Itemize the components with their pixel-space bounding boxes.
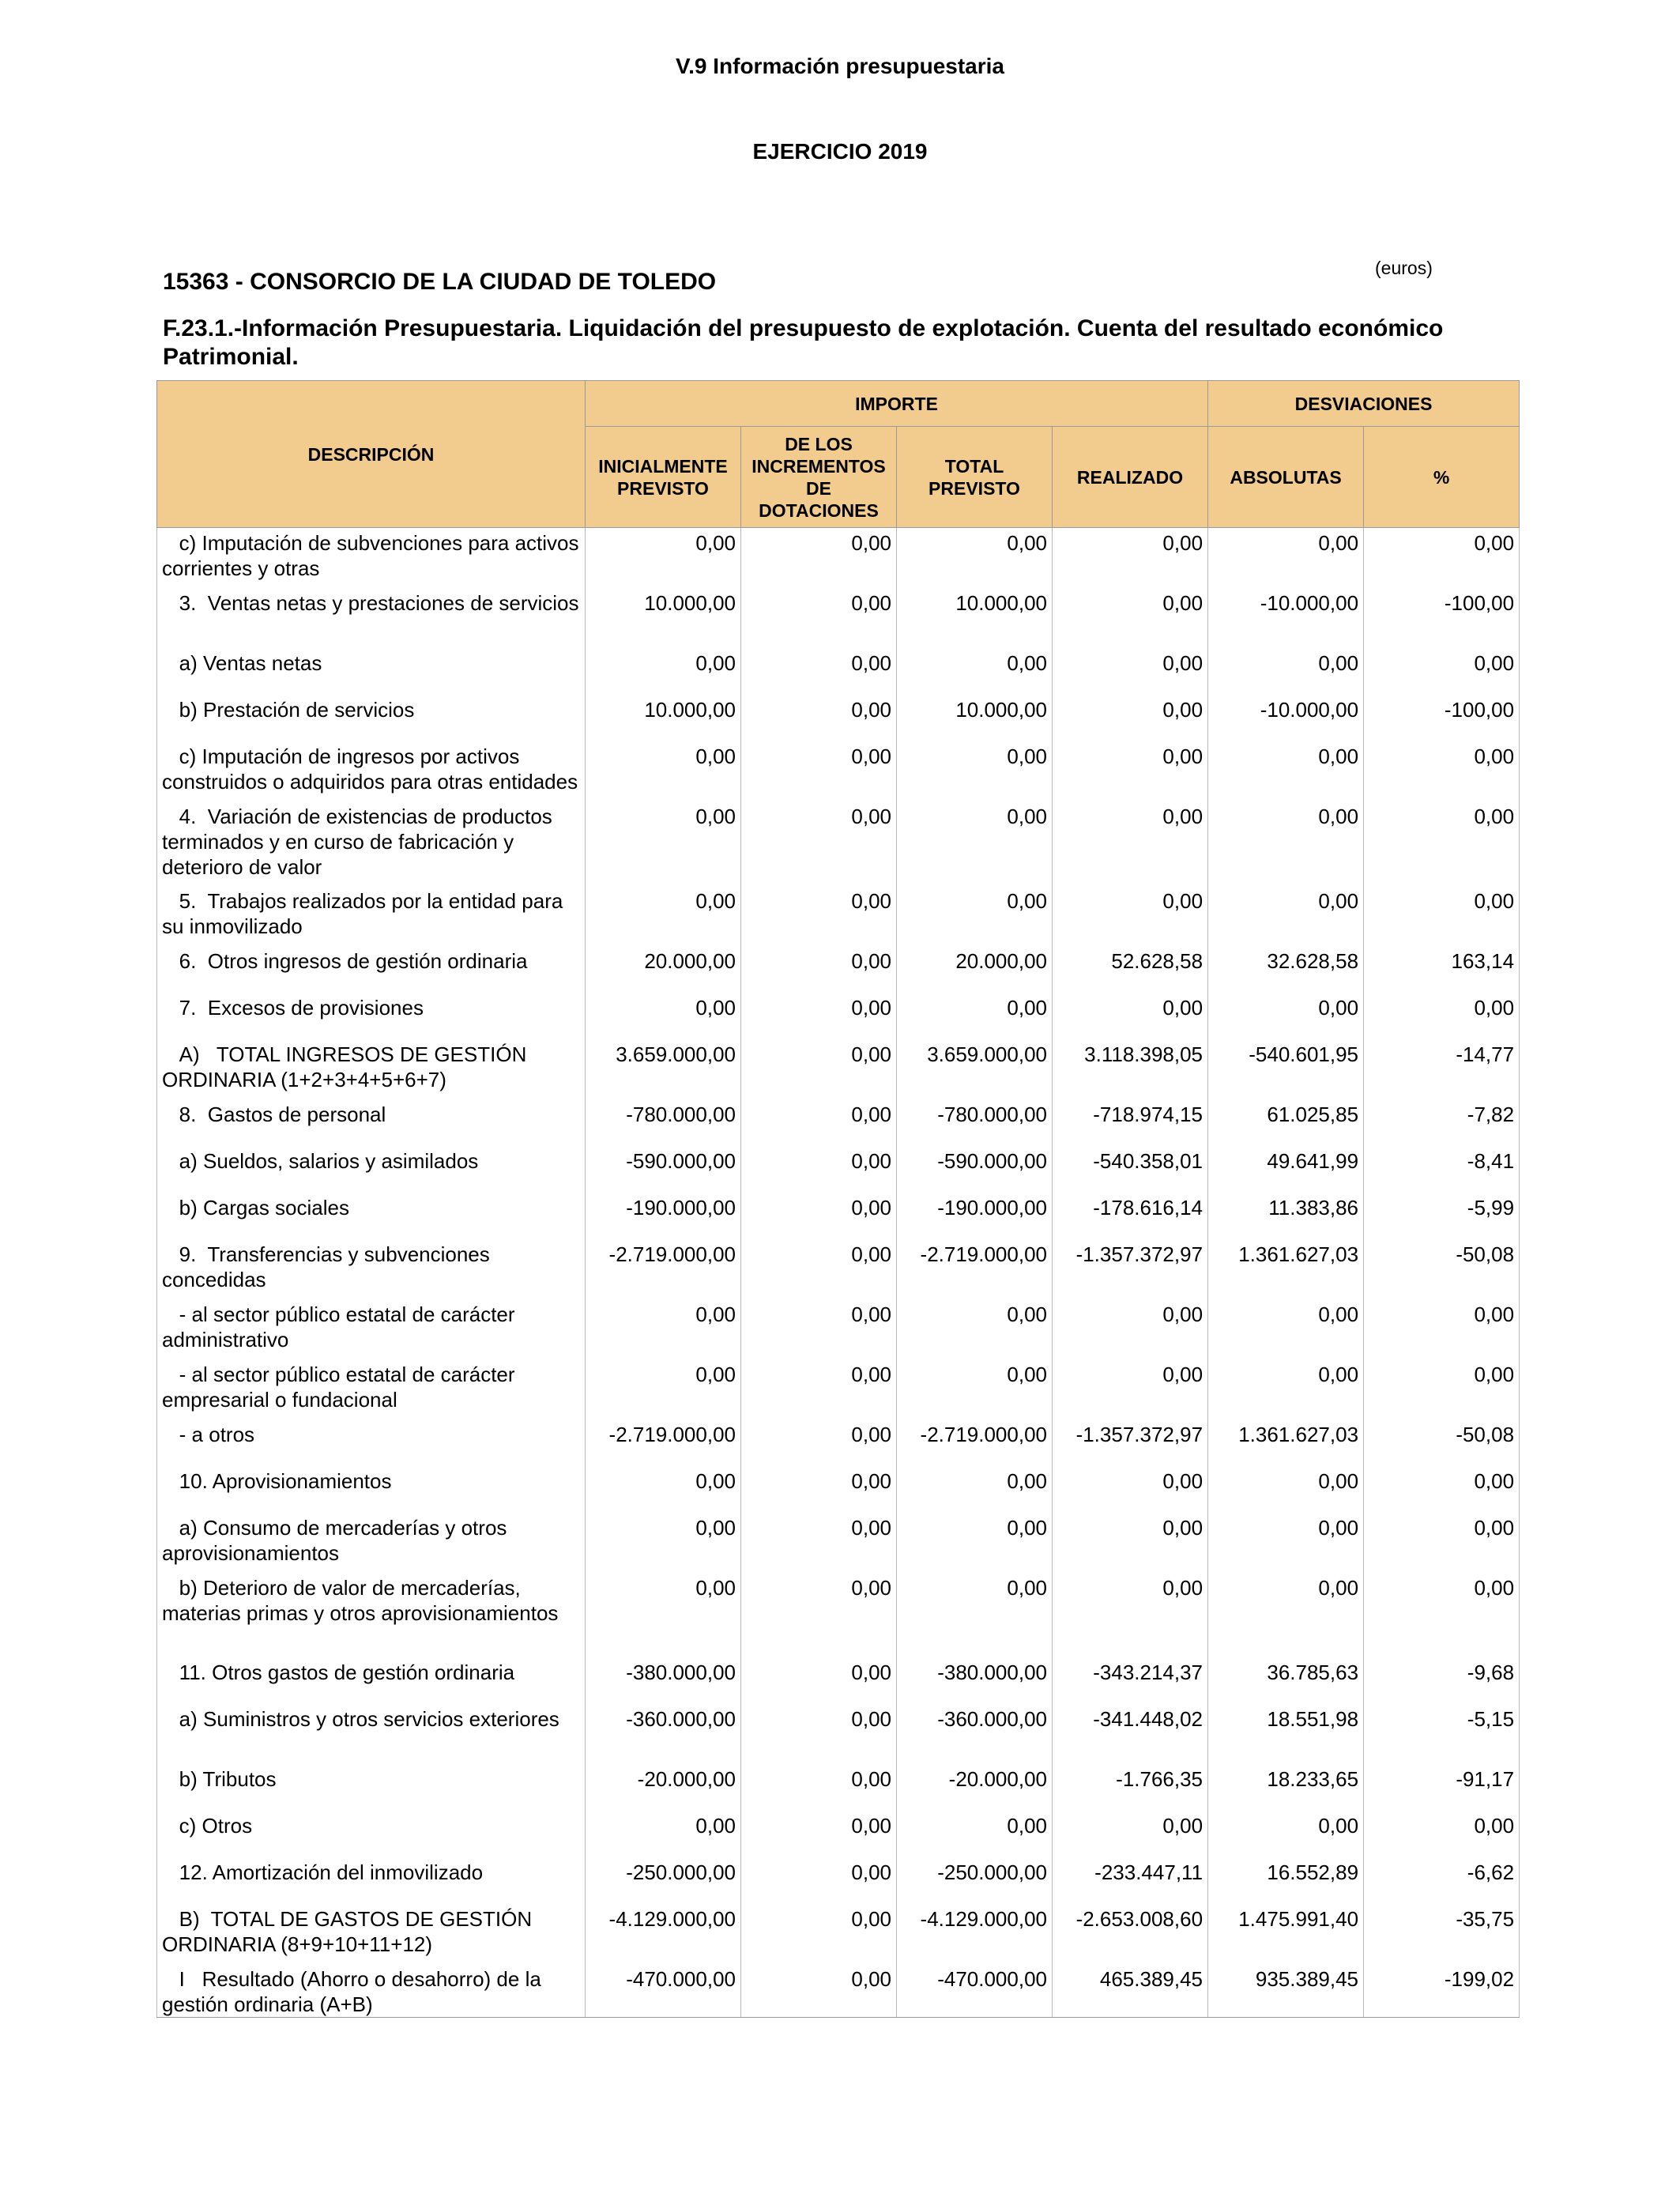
row-value: 0,00	[1364, 1811, 1520, 1857]
row-description: - al sector público estatal de carácter empresarial o fundacional	[157, 1359, 586, 1419]
row-value: -190.000,00	[897, 1193, 1053, 1239]
row-value: 0,00	[1364, 1573, 1520, 1657]
row-value: 18.551,98	[1208, 1704, 1364, 1764]
table-row	[157, 1466, 1520, 1513]
row-description: 5. Trabajos realizados por la entidad para su inmovilizado	[157, 886, 586, 946]
row-value: -100,00	[1364, 588, 1520, 648]
row-value: 0,00	[1053, 801, 1208, 886]
row-value: -470.000,00	[586, 1964, 741, 2018]
row-value: 1.475.991,40	[1208, 1904, 1364, 1964]
row-value: -590.000,00	[897, 1146, 1053, 1193]
row-value: -50,08	[1364, 1419, 1520, 1466]
row-value: 11.383,86	[1208, 1193, 1364, 1239]
header-inicialmente-previsto: INICIALMENTE PREVISTO	[586, 427, 741, 528]
row-value: 0,00	[586, 1359, 741, 1419]
row-value: 49.641,99	[1208, 1146, 1364, 1193]
row-value: 0,00	[1053, 1513, 1208, 1573]
row-description: b) Deterioro de valor de mercaderías, materias primas y otros aprovisionamientos	[157, 1573, 586, 1657]
row-value: 0,00	[741, 1764, 897, 1811]
row-value: 0,00	[741, 648, 897, 695]
row-value: 16.552,89	[1208, 1857, 1364, 1904]
row-value: -199,02	[1364, 1964, 1520, 2018]
row-value: 0,00	[1053, 993, 1208, 1039]
row-value: 10.000,00	[586, 695, 741, 741]
row-description: 7. Excesos de provisiones	[157, 993, 586, 1039]
row-value: -2.719.000,00	[586, 1239, 741, 1299]
row-value: 0,00	[586, 1573, 741, 1657]
row-value: -2.719.000,00	[897, 1239, 1053, 1299]
row-value: -8,41	[1364, 1146, 1520, 1193]
row-value: 163,14	[1364, 946, 1520, 993]
row-value: 0,00	[1053, 1359, 1208, 1419]
row-value: -540.358,01	[1053, 1146, 1208, 1193]
row-value: -540.601,95	[1208, 1039, 1364, 1099]
row-value: 0,00	[741, 1193, 897, 1239]
row-value: 0,00	[1208, 801, 1364, 886]
row-value: -7,82	[1364, 1099, 1520, 1146]
row-description: a) Sueldos, salarios y asimilados	[157, 1146, 586, 1193]
row-description: 3. Ventas netas y prestaciones de servicios	[157, 588, 586, 648]
row-value: 0,00	[1208, 528, 1364, 589]
table-body	[157, 528, 1520, 2018]
row-value: 0,00	[1208, 1513, 1364, 1573]
table-row	[157, 1146, 1520, 1193]
row-value: 0,00	[1208, 1466, 1364, 1513]
row-value: 0,00	[897, 648, 1053, 695]
entity-title: 15363 - CONSORCIO DE LA CIUDAD DE TOLEDO	[163, 269, 717, 295]
row-value: 0,00	[586, 886, 741, 946]
table-row	[157, 1811, 1520, 1857]
row-value: 0,00	[741, 1099, 897, 1146]
row-value: 0,00	[741, 1466, 897, 1513]
row-description: A) TOTAL INGRESOS DE GESTIÓN ORDINARIA (1+2+3+4+5+6+7)	[157, 1039, 586, 1099]
row-value: 0,00	[741, 1239, 897, 1299]
row-value: 0,00	[897, 741, 1053, 801]
row-value: 0,00	[1053, 1466, 1208, 1513]
row-value: -250.000,00	[897, 1857, 1053, 1904]
table-row	[157, 1657, 1520, 1704]
row-value: 0,00	[741, 1146, 897, 1193]
row-value: 0,00	[1208, 1359, 1364, 1419]
row-value: 0,00	[741, 1857, 897, 1904]
row-description: c) Otros	[157, 1811, 586, 1857]
row-value: -470.000,00	[897, 1964, 1053, 2018]
row-value: 0,00	[741, 993, 897, 1039]
row-value: 0,00	[1364, 1466, 1520, 1513]
row-value: -10.000,00	[1208, 695, 1364, 741]
row-value: -1.357.372,97	[1053, 1419, 1208, 1466]
table-row	[157, 1419, 1520, 1466]
row-value: -233.447,11	[1053, 1857, 1208, 1904]
row-value: 0,00	[586, 801, 741, 886]
row-description: 4. Variación de existencias de productos terminados y en curso de fabricación y deterioro de valor	[157, 801, 586, 886]
table-row	[157, 1573, 1520, 1657]
row-description: I Resultado (Ahorro o desahorro) de la gestión ordinaria (A+B)	[157, 1964, 586, 2018]
row-description: - a otros	[157, 1419, 586, 1466]
row-value: 0,00	[1053, 528, 1208, 589]
row-value: -341.448,02	[1053, 1704, 1208, 1764]
header-incrementos-dotaciones: DE LOS INCREMENTOS DE DOTACIONES	[741, 427, 897, 528]
row-value: 0,00	[741, 886, 897, 946]
row-value: -780.000,00	[897, 1099, 1053, 1146]
row-value: 0,00	[897, 1466, 1053, 1513]
table-row	[157, 1964, 1520, 2018]
row-value: 0,00	[1364, 648, 1520, 695]
row-description: 10. Aprovisionamientos	[157, 1466, 586, 1513]
row-value: -20.000,00	[897, 1764, 1053, 1811]
row-description: 11. Otros gastos de gestión ordinaria	[157, 1657, 586, 1704]
row-value: -10.000,00	[1208, 588, 1364, 648]
row-description: B) TOTAL DE GASTOS DE GESTIÓN ORDINARIA (8+9+10+11+12)	[157, 1904, 586, 1964]
row-value: 0,00	[1053, 695, 1208, 741]
row-description: a) Ventas netas	[157, 648, 586, 695]
row-value: -5,15	[1364, 1704, 1520, 1764]
row-value: 0,00	[897, 528, 1053, 589]
table-row	[157, 648, 1520, 695]
row-value: 0,00	[1053, 648, 1208, 695]
row-value: 0,00	[741, 801, 897, 886]
row-description: a) Suministros y otros servicios exteriores	[157, 1704, 586, 1764]
row-value: 0,00	[586, 1466, 741, 1513]
row-value: 20.000,00	[586, 946, 741, 993]
table-row	[157, 1299, 1520, 1359]
row-value: 3.118.398,05	[1053, 1039, 1208, 1099]
row-value: 0,00	[741, 1359, 897, 1419]
row-value: 0,00	[741, 588, 897, 648]
row-value: 0,00	[741, 695, 897, 741]
row-value: -343.214,37	[1053, 1657, 1208, 1704]
header-desviaciones: DESVIACIONES	[1208, 381, 1520, 427]
table-row	[157, 1039, 1520, 1099]
row-value: 61.025,85	[1208, 1099, 1364, 1146]
row-value: 3.659.000,00	[586, 1039, 741, 1099]
row-value: 0,00	[1053, 1811, 1208, 1857]
row-value: -190.000,00	[586, 1193, 741, 1239]
table-row	[157, 1193, 1520, 1239]
row-value: 0,00	[897, 1573, 1053, 1657]
table-row	[157, 886, 1520, 946]
row-value: 1.361.627,03	[1208, 1239, 1364, 1299]
row-description: 8. Gastos de personal	[157, 1099, 586, 1146]
row-value: 0,00	[1364, 528, 1520, 589]
header-importe: IMPORTE	[586, 381, 1208, 427]
row-description: b) Prestación de servicios	[157, 695, 586, 741]
row-value: 0,00	[897, 1359, 1053, 1419]
row-description: c) Imputación de ingresos por activos construidos o adquiridos para otras entidades	[157, 741, 586, 801]
row-value: -1.357.372,97	[1053, 1239, 1208, 1299]
row-description: a) Consumo de mercaderías y otros aprovisionamientos	[157, 1513, 586, 1573]
row-value: -91,17	[1364, 1764, 1520, 1811]
row-value: 0,00	[897, 1299, 1053, 1359]
row-value: 0,00	[586, 993, 741, 1039]
row-value: 0,00	[741, 1573, 897, 1657]
row-value: 0,00	[1364, 1513, 1520, 1573]
row-value: -50,08	[1364, 1239, 1520, 1299]
row-value: 0,00	[1053, 1299, 1208, 1359]
row-value: 465.389,45	[1053, 1964, 1208, 2018]
row-value: -250.000,00	[586, 1857, 741, 1904]
units-label: (euros)	[1375, 258, 1433, 278]
row-value: 1.361.627,03	[1208, 1419, 1364, 1466]
table-row	[157, 1764, 1520, 1811]
row-value: 0,00	[1364, 801, 1520, 886]
table-row	[157, 1359, 1520, 1419]
row-value: 3.659.000,00	[897, 1039, 1053, 1099]
row-value: -380.000,00	[897, 1657, 1053, 1704]
row-value: -4.129.000,00	[897, 1904, 1053, 1964]
row-value: 0,00	[741, 1657, 897, 1704]
table-row	[157, 1904, 1520, 1964]
row-description: 6. Otros ingresos de gestión ordinaria	[157, 946, 586, 993]
row-value: -380.000,00	[586, 1657, 741, 1704]
table-row	[157, 1704, 1520, 1764]
table-header	[157, 381, 1520, 528]
header-porcentaje: %	[1364, 427, 1520, 528]
row-value: 0,00	[741, 528, 897, 589]
row-value: 0,00	[741, 1964, 897, 2018]
report-title: F.23.1.-Información Presupuestaria. Liquidación del presupuesto de explotación. Cuenta del resultado económico Patrimonial.	[163, 315, 1444, 370]
row-value: -2.719.000,00	[897, 1419, 1053, 1466]
table-row	[157, 993, 1520, 1039]
row-value: 0,00	[1208, 1299, 1364, 1359]
row-value: 0,00	[1364, 993, 1520, 1039]
row-description: 9. Transferencias y subvenciones concedidas	[157, 1239, 586, 1299]
section-title: V.9 Información presupuestaria	[676, 54, 1004, 78]
row-value: -6,62	[1364, 1857, 1520, 1904]
row-value: -2.653.008,60	[1053, 1904, 1208, 1964]
row-value: 0,00	[1208, 993, 1364, 1039]
row-value: -9,68	[1364, 1657, 1520, 1704]
row-description: b) Cargas sociales	[157, 1193, 586, 1239]
row-value: 0,00	[586, 1811, 741, 1857]
row-value: 0,00	[1053, 588, 1208, 648]
row-value: -1.766,35	[1053, 1764, 1208, 1811]
row-value: -360.000,00	[586, 1704, 741, 1764]
row-value: 0,00	[897, 801, 1053, 886]
header-realizado: REALIZADO	[1053, 427, 1208, 528]
row-value: 0,00	[741, 1039, 897, 1099]
exercise-title: EJERCICIO 2019	[752, 139, 928, 164]
row-value: 935.389,45	[1208, 1964, 1364, 2018]
row-value: -178.616,14	[1053, 1193, 1208, 1239]
row-value: 0,00	[741, 1704, 897, 1764]
table-row	[157, 588, 1520, 648]
row-value: -718.974,15	[1053, 1099, 1208, 1146]
row-value: 0,00	[1364, 886, 1520, 946]
row-value: -780.000,00	[586, 1099, 741, 1146]
row-value: 0,00	[1364, 741, 1520, 801]
row-value: 0,00	[1208, 1573, 1364, 1657]
row-value: -360.000,00	[897, 1704, 1053, 1764]
row-value: 0,00	[741, 946, 897, 993]
table-row	[157, 1099, 1520, 1146]
row-value: 0,00	[1208, 886, 1364, 946]
row-value: -100,00	[1364, 695, 1520, 741]
row-value: 10.000,00	[586, 588, 741, 648]
row-value: 0,00	[586, 1299, 741, 1359]
row-value: 20.000,00	[897, 946, 1053, 993]
row-value: 32.628,58	[1208, 946, 1364, 993]
row-value: 10.000,00	[897, 695, 1053, 741]
row-description: b) Tributos	[157, 1764, 586, 1811]
row-value: 0,00	[586, 1513, 741, 1573]
row-value: 0,00	[586, 528, 741, 589]
row-value: 0,00	[897, 993, 1053, 1039]
row-value: 0,00	[1053, 1573, 1208, 1657]
header-absolutas: ABSOLUTAS	[1208, 427, 1364, 528]
row-value: 0,00	[1364, 1359, 1520, 1419]
row-value: 0,00	[741, 1811, 897, 1857]
row-value: -4.129.000,00	[586, 1904, 741, 1964]
row-value: 0,00	[586, 648, 741, 695]
header-total-previsto: TOTAL PREVISTO	[897, 427, 1053, 528]
row-value: 0,00	[741, 1904, 897, 1964]
row-value: -20.000,00	[586, 1764, 741, 1811]
budget-table	[156, 380, 1520, 2018]
row-value: 0,00	[1208, 741, 1364, 801]
table-row	[157, 1239, 1520, 1299]
row-value: 0,00	[741, 1513, 897, 1573]
table-row	[157, 801, 1520, 886]
row-description: 12. Amortización del inmovilizado	[157, 1857, 586, 1904]
row-value: 36.785,63	[1208, 1657, 1364, 1704]
row-value: -35,75	[1364, 1904, 1520, 1964]
row-value: 0,00	[1364, 1299, 1520, 1359]
row-description: - al sector público estatal de carácter administrativo	[157, 1299, 586, 1359]
table-row	[157, 528, 1520, 589]
row-value: 0,00	[741, 1419, 897, 1466]
row-value: 0,00	[741, 1299, 897, 1359]
row-value: 0,00	[1208, 648, 1364, 695]
table-row	[157, 741, 1520, 801]
row-value: 0,00	[1053, 886, 1208, 946]
row-value: -14,77	[1364, 1039, 1520, 1099]
row-value: -5,99	[1364, 1193, 1520, 1239]
row-value: 18.233,65	[1208, 1764, 1364, 1811]
row-value: 0,00	[1053, 741, 1208, 801]
row-value: 10.000,00	[897, 588, 1053, 648]
header-description: DESCRIPCIÓN	[157, 381, 586, 528]
row-value: 0,00	[1208, 1811, 1364, 1857]
table-row	[157, 946, 1520, 993]
row-value: 0,00	[586, 741, 741, 801]
table-row	[157, 695, 1520, 741]
row-value: 0,00	[741, 741, 897, 801]
row-value: 52.628,58	[1053, 946, 1208, 993]
row-value: -590.000,00	[586, 1146, 741, 1193]
row-value: 0,00	[897, 886, 1053, 946]
table-row	[157, 1513, 1520, 1573]
row-value: 0,00	[897, 1811, 1053, 1857]
table-row	[157, 1857, 1520, 1904]
row-value: 0,00	[897, 1513, 1053, 1573]
row-value: -2.719.000,00	[586, 1419, 741, 1466]
row-description: c) Imputación de subvenciones para activos corrientes y otras	[157, 528, 586, 589]
